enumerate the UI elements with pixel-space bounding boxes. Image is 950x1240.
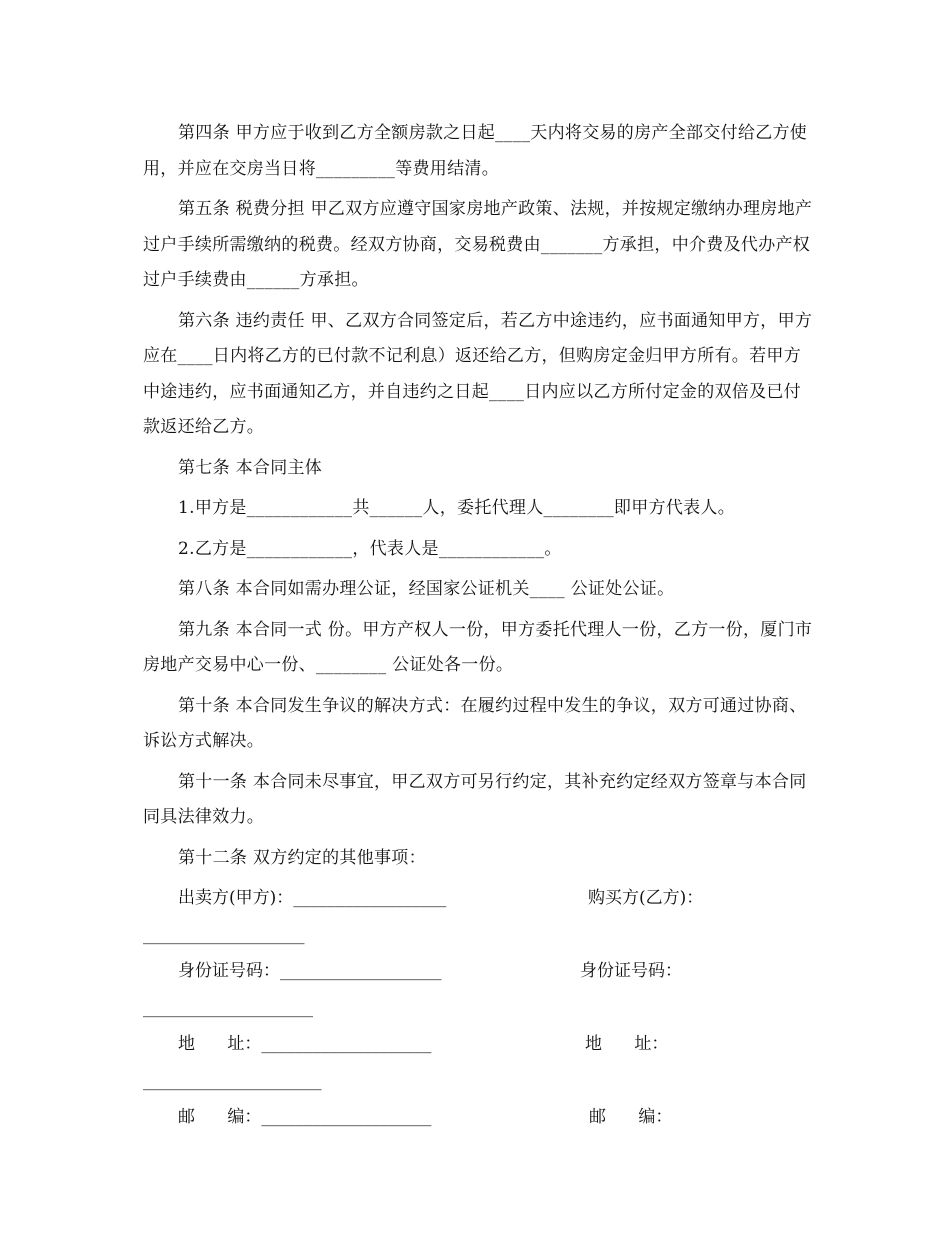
buyer-address-label: 地 址：: [585, 1034, 669, 1054]
seller-label: 出卖方(甲方)：__________________: [178, 888, 447, 908]
clause-7-party-a: 1.甲方是____________共______人，委托代理人________即甲方代表人。: [178, 498, 736, 518]
seller-zip-label: 邮 编：____________________: [178, 1107, 432, 1127]
buyer-signature-line: ___________________: [143, 925, 305, 945]
buyer-id-line: ____________________: [143, 998, 313, 1018]
clause-12: 第十二条 双方约定的其他事项：: [178, 847, 426, 868]
clause-7-heading: 第七条 本合同主体: [178, 457, 323, 478]
buyer-label: 购买方(乙方)：: [588, 888, 704, 908]
buyer-id-label: 身份证号码：: [580, 961, 682, 981]
signature-row-party: [143, 881, 813, 918]
buyer-zip-label: 邮 编：: [589, 1107, 673, 1127]
clause-8: 第八条 本合同如需办理公证，经国家公证机关____ 公证处公证。: [178, 579, 675, 599]
signature-row-address: [143, 1027, 813, 1064]
seller-id-label: 身份证号码：___________________: [178, 961, 442, 981]
contract-page: [143, 116, 813, 1137]
clause-7-party-b: 2.乙方是____________，代表人是____________。: [178, 538, 562, 559]
buyer-address-line: _____________________: [143, 1071, 322, 1091]
clause-9: 第九条 本合同一式 份。甲方产权人一份，甲方委托代理人一份，乙方一份，厦门市房地产交易中心一份、________ 公证处各一份。: [143, 619, 813, 675]
clause-5: 第五条 税费分担 甲乙双方应遵守国家房地产政策、法规，并按规定缴纳办理房地产过户手续所需缴纳的税费。经双方协商，交易税费由_______方承担，中介费及代办产权过户手续费由______方承担。: [143, 199, 813, 290]
clause-6: 第六条 违约责任 甲、乙双方合同签定后，若乙方中途违约，应书面通知甲方，甲方应在____日内将乙方的已付款不记利息）返还给乙方，但购房定金归甲方所有。若甲方中途违约，应书面通知乙方，并自违约之日起____日内应以乙方所付定金的双倍及已付款返还给乙方。: [143, 310, 813, 437]
clause-10: 第十条 本合同发生争议的解决方式：在履约过程中发生的争议，双方可通过协商、诉讼方式解决。: [143, 695, 807, 751]
clause-11: 第十一条 本合同未尽事宜，甲乙双方可另行约定，其补充约定经双方签章与本合同同具法律效力。: [143, 771, 807, 827]
clause-4: 第四条 甲方应于收到乙方全额房款之日起____天内将交易的房产全部交付给乙方使用，并应在交房当日将_________等费用结清。: [143, 123, 808, 179]
seller-address-label: 地 址：____________________: [178, 1034, 432, 1054]
signature-row-id: [143, 954, 813, 991]
signature-row-zip: [143, 1100, 813, 1137]
